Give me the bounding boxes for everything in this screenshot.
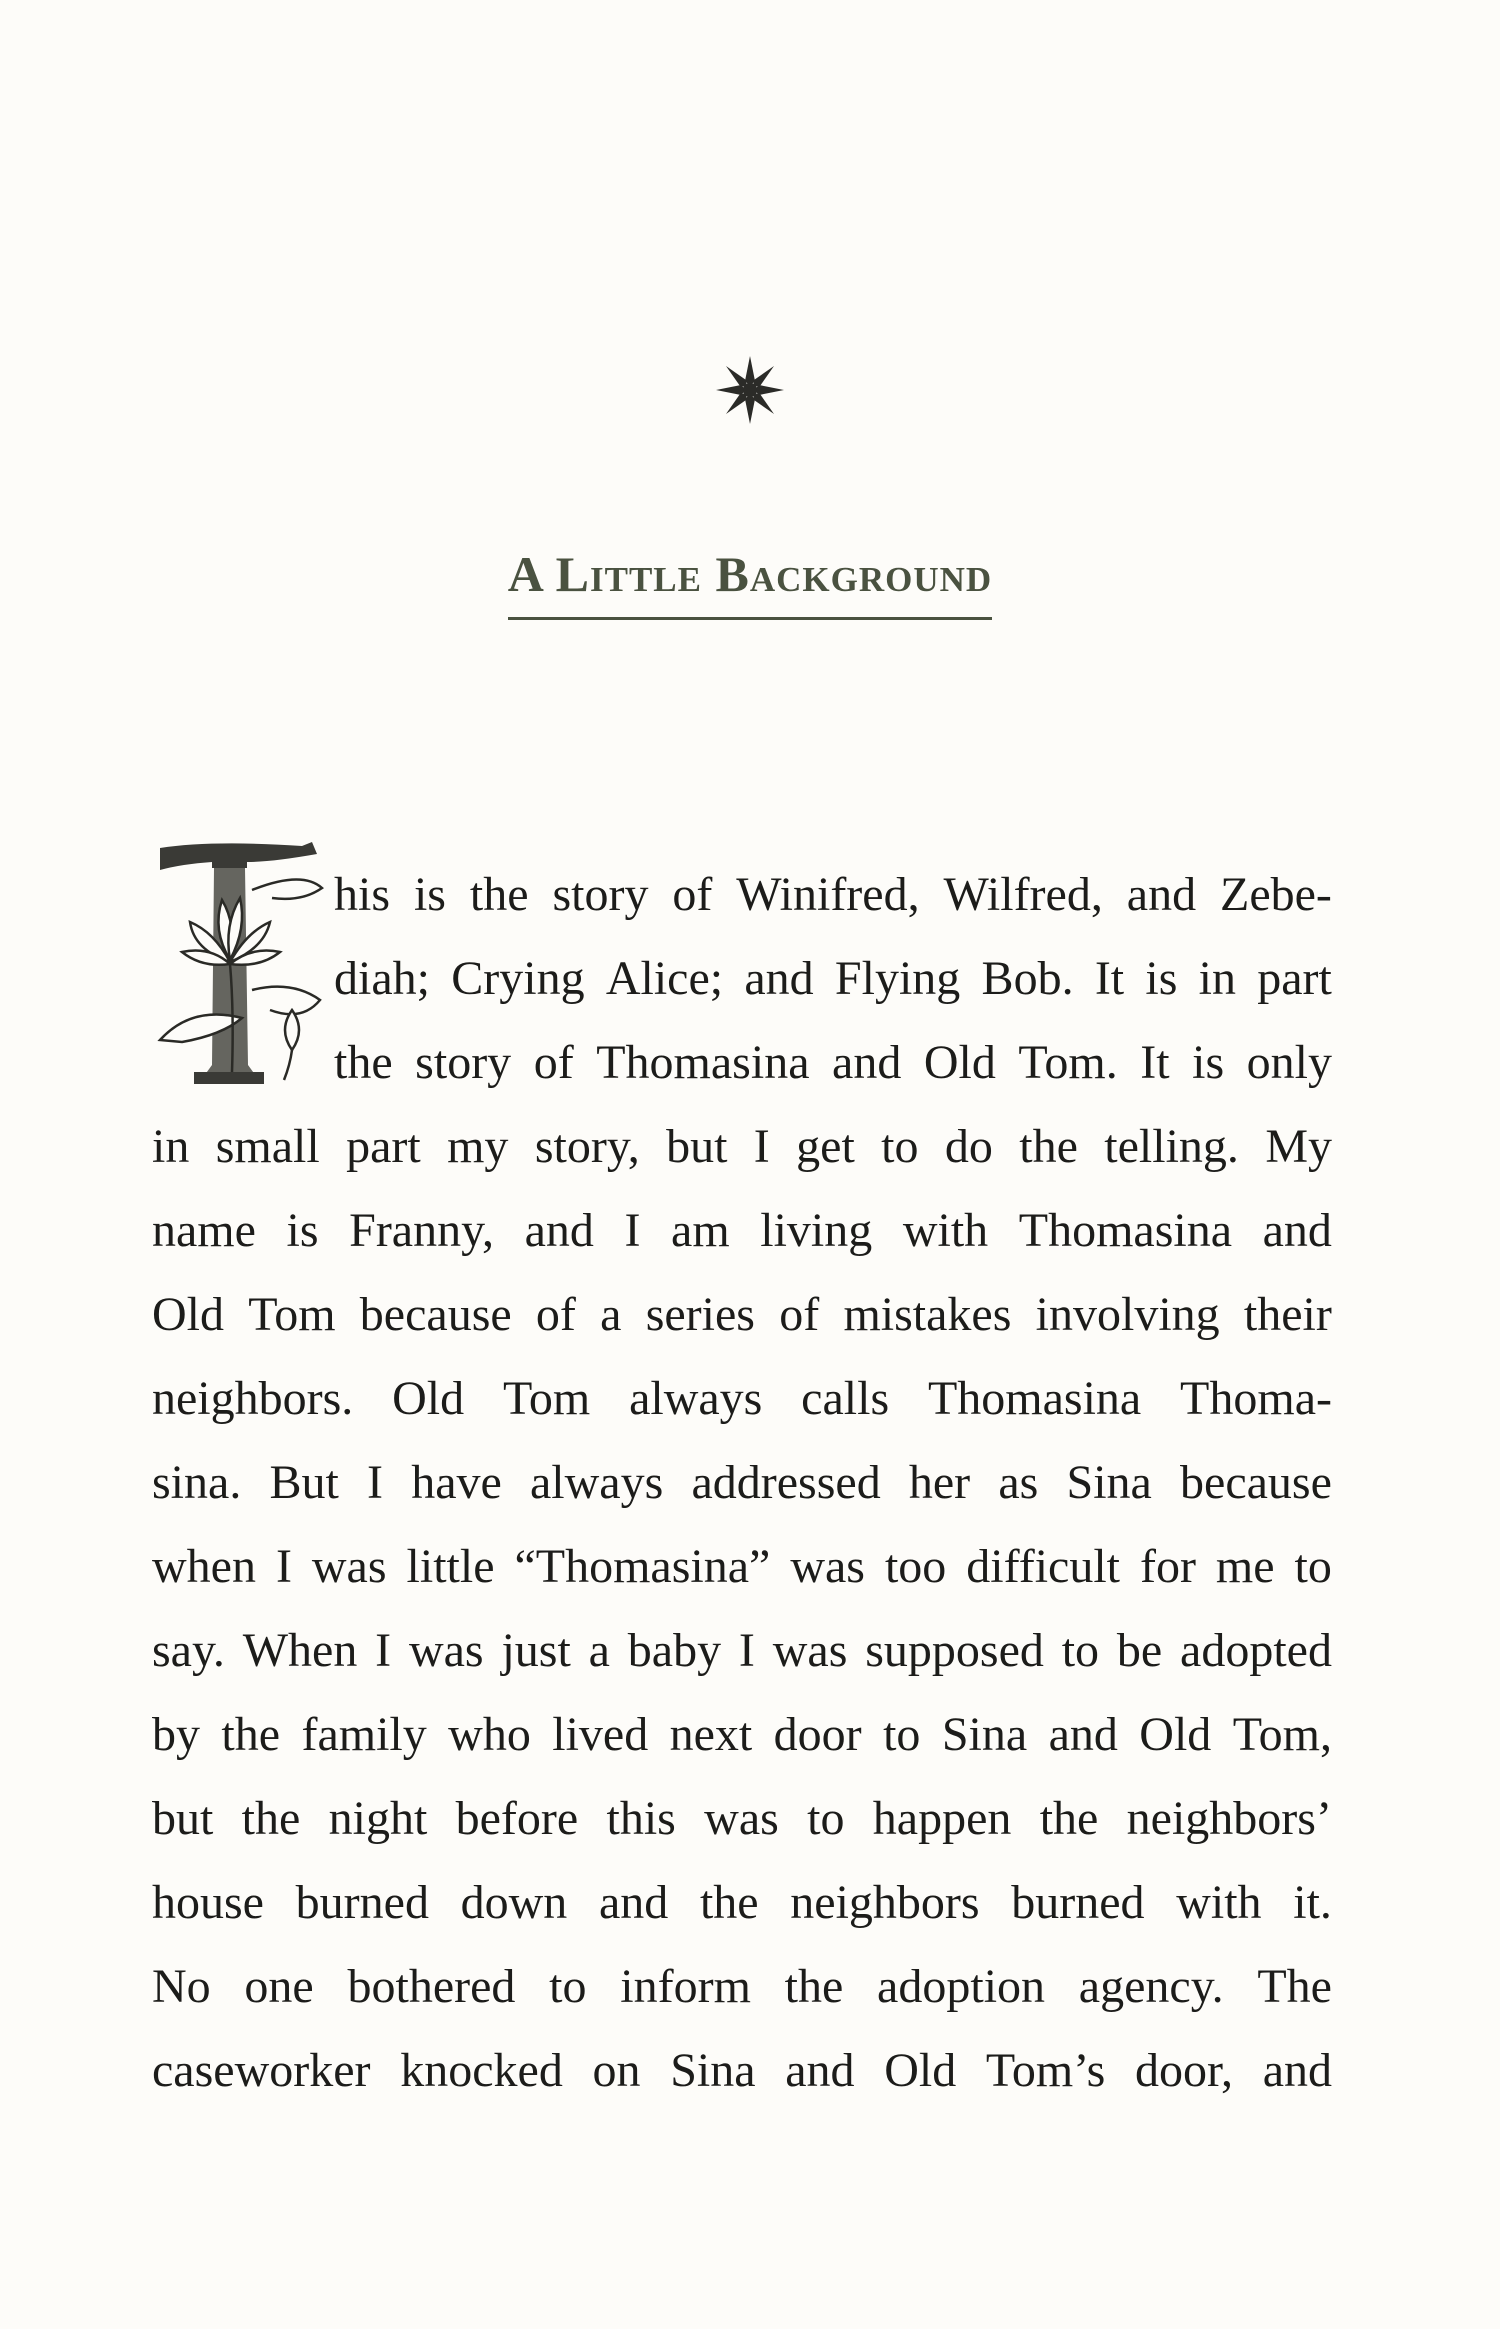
text-line-9: when I was little “Thomasina” was too difficult for me to xyxy=(152,1540,1332,1593)
text-line-15: caseworker knocked on Sina and Old Tom’s door, and xyxy=(152,2044,1332,2097)
chapter-heading xyxy=(0,545,1500,620)
chapter-title: A Little Background xyxy=(508,545,992,620)
text-line-14: No one bothered to inform the adoption agency. The xyxy=(152,1960,1332,2013)
text-line-10: say. When I was just a baby I was supposed to be adopted xyxy=(152,1624,1332,1677)
text-line-3: the story of Thomasina and Old Tom. It is only xyxy=(334,1036,1332,1089)
body-text xyxy=(152,853,1332,2113)
text-line-6: Old Tom because of a series of mistakes involving their xyxy=(152,1288,1332,1341)
text-line-8: sina. But I have always addressed her as Sina because xyxy=(152,1456,1332,1509)
text-line-7: neighbors. Old Tom always calls Thomasina Thoma- xyxy=(152,1372,1332,1425)
text-line-4: in small part my story, but I get to do the telling. My xyxy=(152,1120,1332,1173)
text-line-2: diah; Crying Alice; and Flying Bob. It is in part xyxy=(334,952,1332,1005)
text-line-1: his is the story of Winifred, Wilfred, and Zebe- xyxy=(334,868,1332,921)
text-line-12: but the night before this was to happen the neighbors’ xyxy=(152,1792,1332,1845)
star-ornament-icon xyxy=(715,355,785,425)
text-line-13: house burned down and the neighbors burned with it. xyxy=(152,1876,1332,1929)
text-line-5: name is Franny, and I am living with Thomasina and xyxy=(152,1204,1332,1257)
text-line-11: by the family who lived next door to Sina and Old Tom, xyxy=(152,1708,1332,1761)
